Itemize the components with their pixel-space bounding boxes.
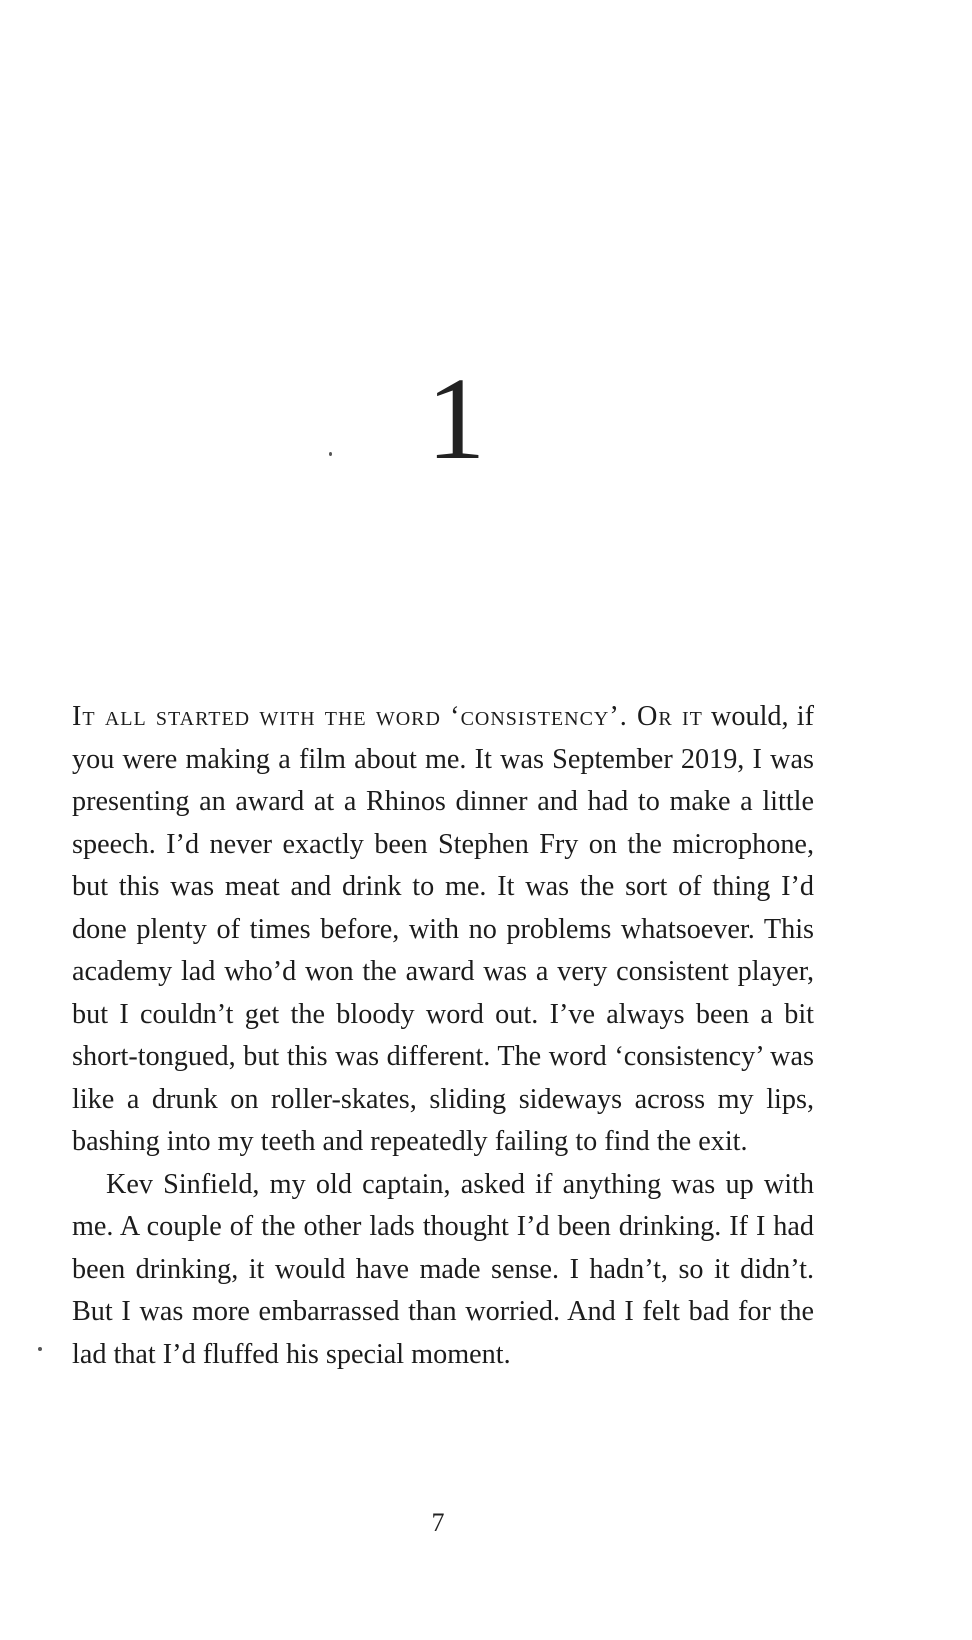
body-text (72, 696, 814, 1376)
paragraph-1-text: would, if you were making a film about me. It was September 2019, I was presenting an award at a Rhinos dinner and had to make a little speech. I’d never exactly been Stephen Fry on the microphone, but this was meat and drink to me. It was the sort of thing I’d done plenty of times before, with no problems whatsoever. This academy lad who’d won the award was a very consistent player, but I couldn’t get the bloody word out. I’ve always been a bit short-tongued, but this was different. The word ‘consistency’ was like a drunk on roller-skates, sliding sideways across my lips, bashing into my teeth and repeatedly failing to find the exit. (72, 701, 815, 1157)
chapter-number: 1 (426, 353, 486, 484)
paragraph-2: Kev Sinfield, my old captain, asked if anything was up with me. A couple of the other lads thought I’d been drinking. If I had been drinking, it would have made sense. I hadn’t, so it didn’t. But I was more embarrassed than worried. And I felt bad for the lad that I’d fluffed his special moment. (72, 1168, 814, 1370)
paragraph-1 (72, 696, 814, 1164)
ink-speck (329, 452, 332, 456)
ink-speck (38, 1347, 42, 1351)
page-number: 7 (431, 1508, 445, 1537)
paragraph-lead-in: It all started with the word ‘consistency’. Or it (72, 701, 703, 732)
